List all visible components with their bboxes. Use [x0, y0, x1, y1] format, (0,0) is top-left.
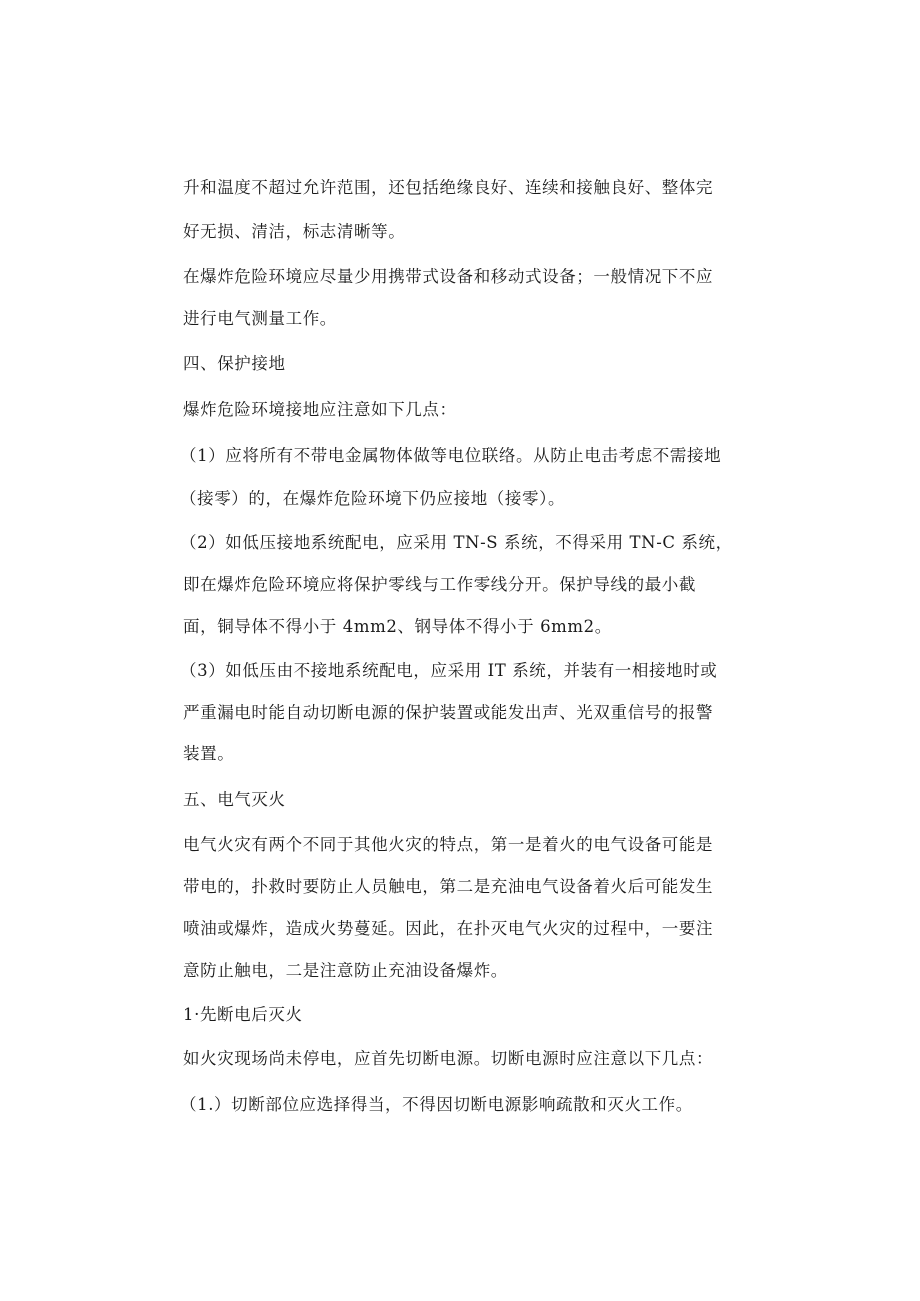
section-heading: 五、电气灭火 — [183, 790, 286, 809]
text-line: 面，铜导体不得小于 4mm2、钢导体不得小于 6mm2。 — [183, 617, 612, 636]
text-line: 装置。 — [183, 744, 235, 763]
text-line: 在爆炸危险环境应尽量少用携带式设备和移动式设备；一般情况下不应 — [183, 267, 714, 286]
list-item: （1）应将所有不带电金属物体做等电位联络。从防止电击考虑不需接地 — [180, 446, 722, 465]
subsection-heading: 1·先断电后灭火 — [183, 1005, 303, 1024]
text-line: 严重漏电时能自动切断电源的保护装置或能发出声、光双重信号的报警 — [183, 703, 714, 722]
list-item: （3）如低压由不接地系统配电，应采用 IT 系统，并装有一相接地时或 — [180, 661, 718, 680]
text-line: 带电的，扑救时要防止人员触电，第二是充油电气设备着火后可能发生 — [183, 877, 714, 896]
text-line: 升和温度不超过允许范围，还包括绝缘良好、连续和接触良好、整体完 — [183, 178, 714, 197]
text-line: 进行电气测量工作。 — [183, 309, 337, 328]
text-line: 好无损、清洁，标志清晰等。 — [183, 222, 406, 241]
text-line: 如火灾现场尚未停电，应首先切断电源。切断电源时应注意以下几点： — [183, 1049, 714, 1068]
section-heading: 四、保护接地 — [183, 354, 286, 373]
text-line: 意防止触电，二是注意防止充油设备爆炸。 — [183, 961, 508, 980]
text-line: 电气火灾有两个不同于其他火灾的特点，第一是着火的电气设备可能是 — [183, 835, 714, 854]
list-item: （1.）切断部位应选择得当，不得因切断电源影响疏散和灭火工作。 — [180, 1095, 693, 1114]
list-item: （2）如低压接地系统配电，应采用 TN-S 系统，不得采用 TN-C 系统， — [180, 533, 733, 552]
text-line: 即在爆炸危险环境应将保护零线与工作零线分开。保护导线的最小截 — [183, 575, 696, 594]
text-line: （接零）的，在爆炸危险环境下仍应接地（接零）。 — [180, 489, 566, 508]
text-line: 喷油或爆炸，造成火势蔓延。因此，在扑灭电气火灾的过程中，一要注 — [183, 919, 714, 938]
text-line: 爆炸危险环境接地应注意如下几点： — [183, 400, 457, 419]
